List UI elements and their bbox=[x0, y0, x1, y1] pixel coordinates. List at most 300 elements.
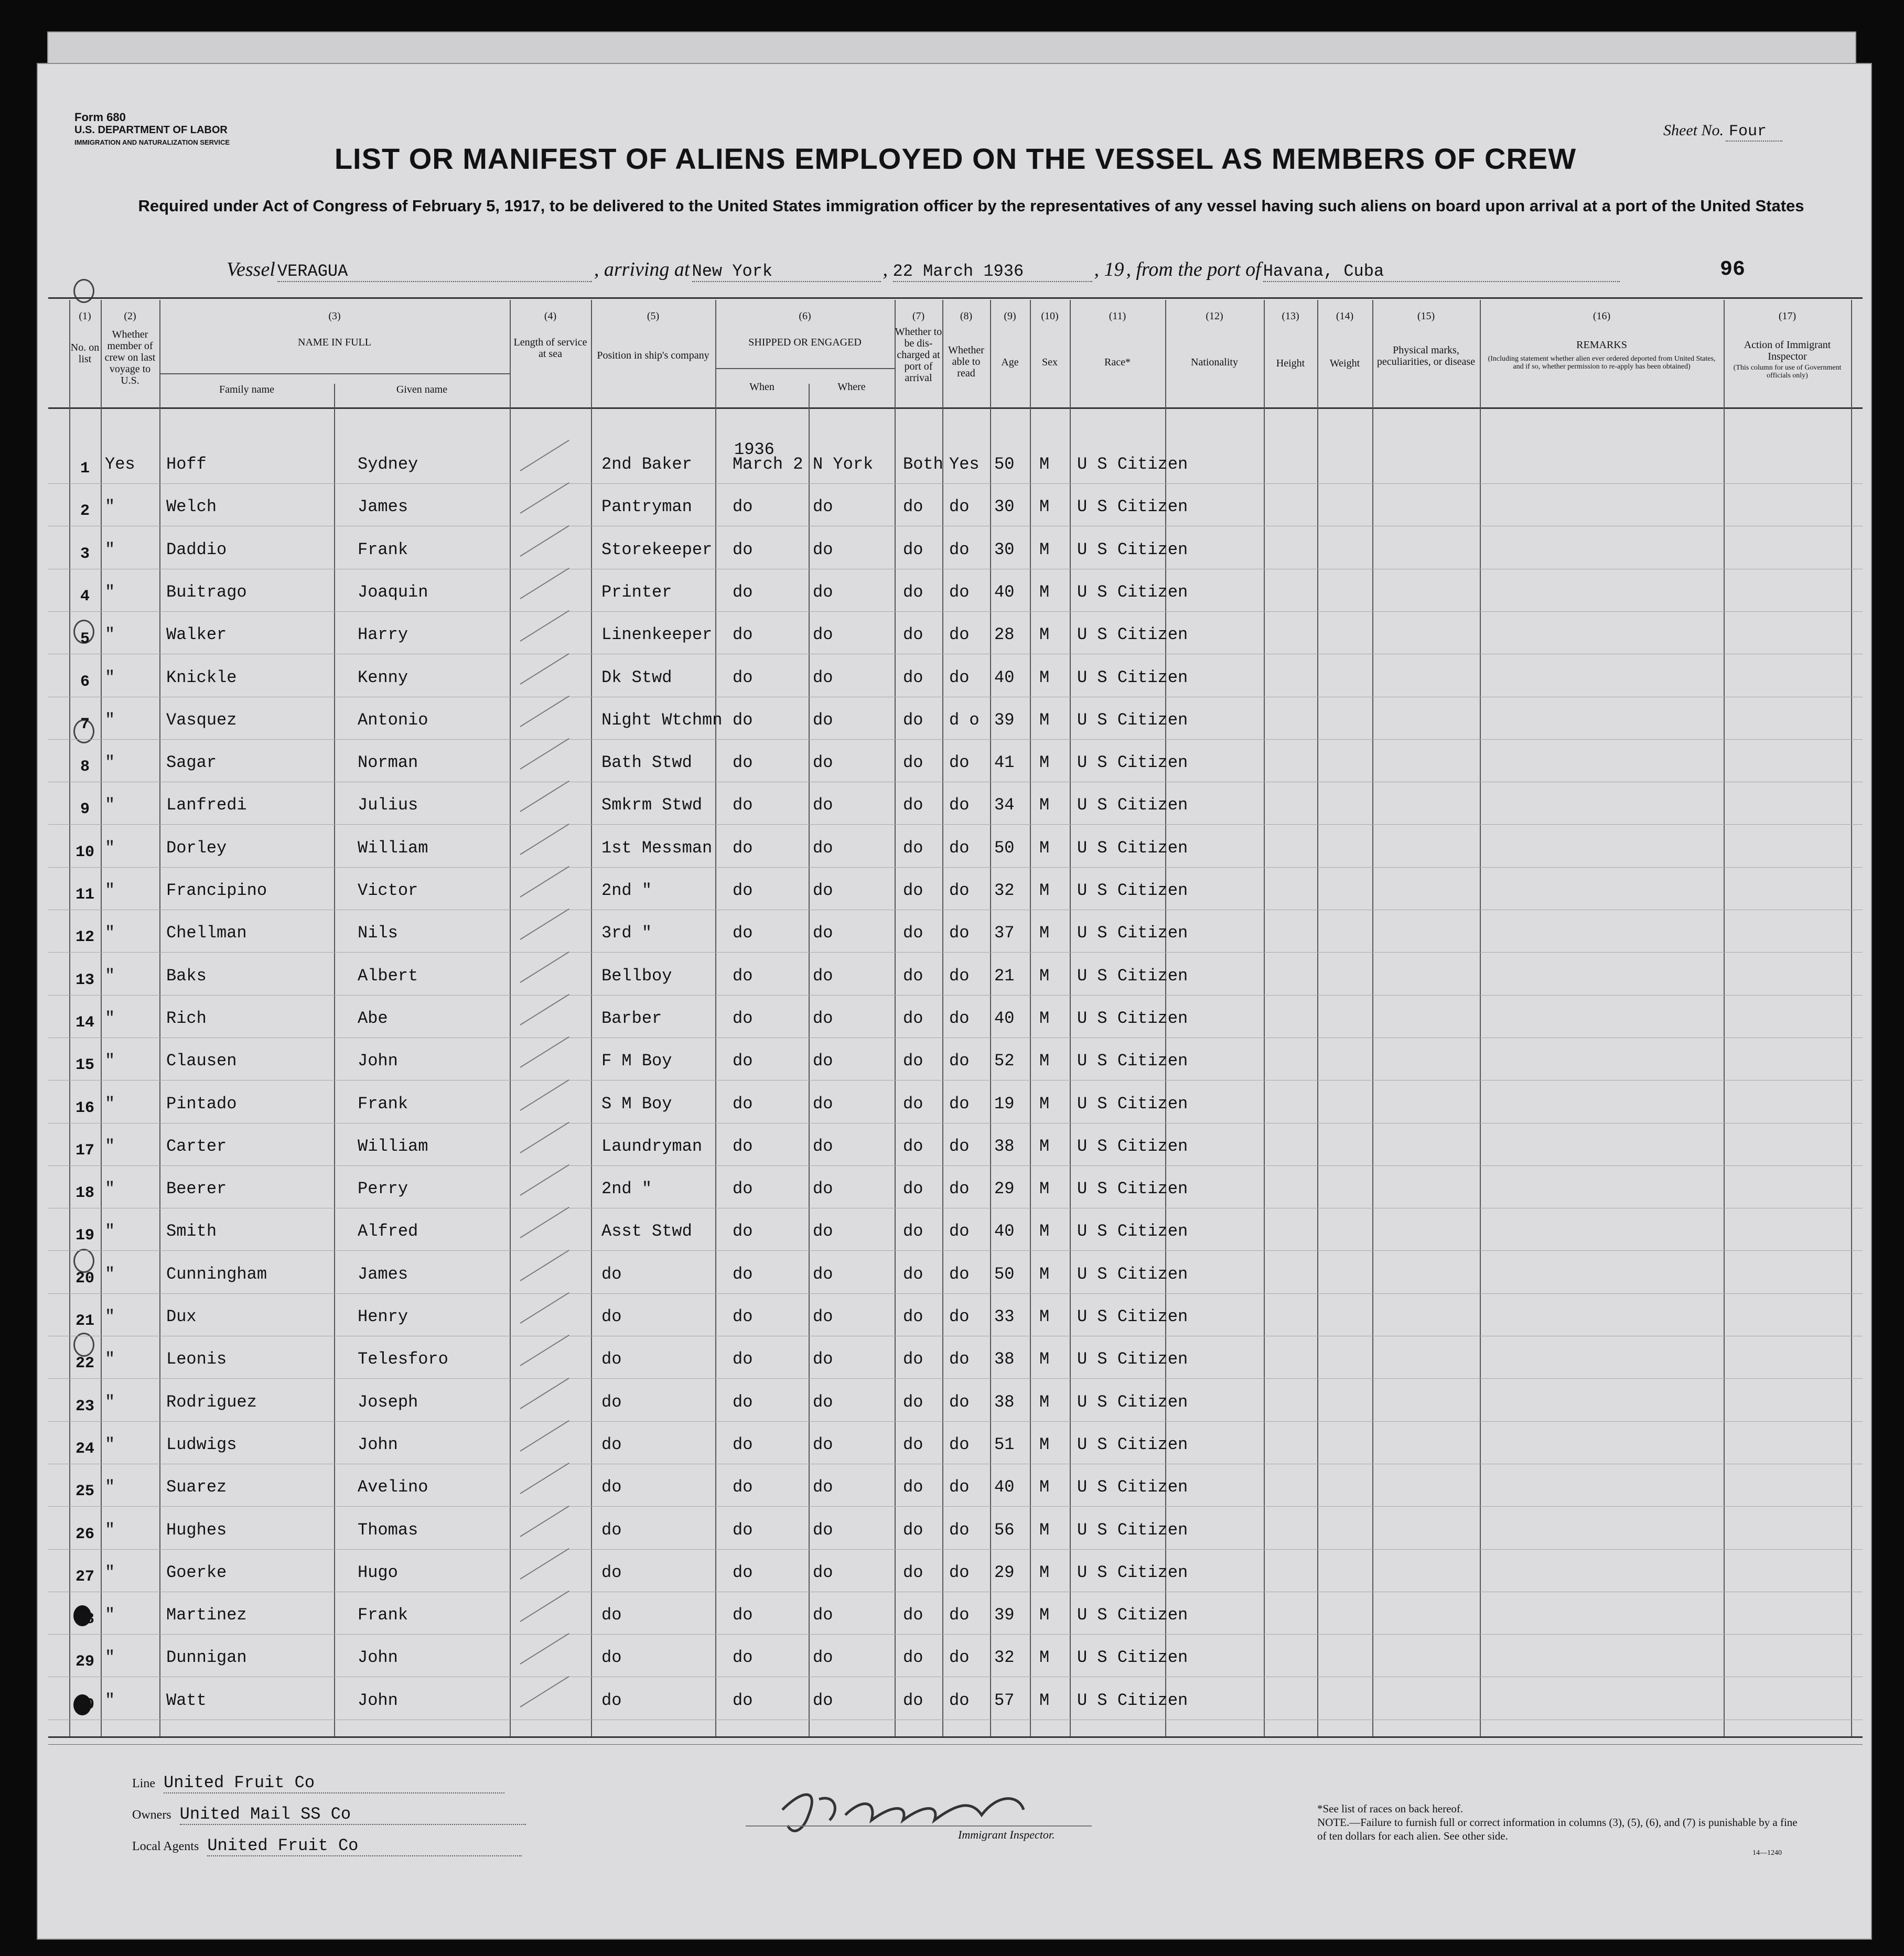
crew-family-name: Welch bbox=[166, 497, 217, 517]
crew-discharged: Both bbox=[903, 455, 943, 474]
crew-shipped-when: do bbox=[733, 1562, 753, 1582]
crew-able-to-read: do bbox=[949, 1051, 970, 1071]
crew-race: U S Citizen bbox=[1077, 838, 1188, 858]
crew-shipped-where: do bbox=[813, 1008, 833, 1028]
pencil-check-mark bbox=[520, 696, 569, 727]
col-num: (2) bbox=[124, 310, 136, 322]
crew-position: 3rd " bbox=[601, 923, 652, 943]
crew-number: 29 bbox=[75, 1653, 94, 1671]
crew-shipped-when: do bbox=[733, 625, 753, 645]
crew-race: U S Citizen bbox=[1077, 1264, 1188, 1284]
crew-number: 4 bbox=[80, 587, 90, 606]
crew-given-name: Abe bbox=[358, 1008, 388, 1028]
crew-age: 30 bbox=[994, 539, 1015, 559]
crew-number: 3 bbox=[80, 545, 90, 563]
crew-prev-voyage: " bbox=[105, 1648, 115, 1668]
crew-discharged: do bbox=[903, 497, 923, 517]
crew-prev-voyage: " bbox=[105, 1008, 115, 1028]
crew-age: 40 bbox=[994, 667, 1015, 687]
crew-able-to-read: do bbox=[949, 1434, 970, 1454]
crew-sex: M bbox=[1039, 1605, 1050, 1625]
crew-able-to-read: do bbox=[949, 539, 970, 559]
crew-able-to-read: do bbox=[949, 1562, 970, 1582]
col-heading: Position in ship's company bbox=[597, 350, 709, 361]
crew-position: 1st Messman bbox=[601, 838, 713, 858]
crew-discharged: do bbox=[903, 966, 923, 986]
pencil-check-mark bbox=[520, 1676, 569, 1708]
crew-shipped-when: do bbox=[733, 1222, 753, 1241]
crew-discharged: do bbox=[903, 1179, 923, 1199]
crew-given-name: Avelino bbox=[358, 1477, 428, 1497]
crew-sex: M bbox=[1039, 1648, 1050, 1668]
crew-prev-voyage: " bbox=[105, 1477, 115, 1497]
crew-given-name: Frank bbox=[358, 1605, 408, 1625]
pencil-check-mark bbox=[520, 1250, 569, 1281]
crew-family-name: Clausen bbox=[166, 1051, 237, 1071]
crew-age: 50 bbox=[994, 455, 1015, 474]
crew-family-name: Knickle bbox=[166, 667, 237, 687]
crew-discharged: do bbox=[903, 753, 923, 773]
crew-position: do bbox=[601, 1520, 622, 1540]
crew-number: 6 bbox=[80, 673, 90, 691]
col-heading: Age bbox=[1001, 356, 1019, 368]
crew-family-name: Vasquez bbox=[166, 710, 237, 730]
crew-position: do bbox=[601, 1648, 622, 1668]
crew-able-to-read: do bbox=[949, 667, 970, 687]
crew-position: Barber bbox=[601, 1008, 662, 1028]
row-rule bbox=[48, 1165, 1863, 1166]
crew-prev-voyage: " bbox=[105, 1349, 115, 1369]
crew-shipped-where: do bbox=[813, 1434, 833, 1454]
crew-given-name: Joseph bbox=[358, 1392, 418, 1412]
crew-prev-voyage: " bbox=[105, 497, 115, 517]
crew-discharged: do bbox=[903, 1520, 923, 1540]
crew-number: 12 bbox=[75, 928, 94, 947]
owners-field bbox=[132, 1804, 526, 1825]
col-subheading: Family name bbox=[219, 384, 274, 395]
crew-sex: M bbox=[1039, 1136, 1050, 1156]
pencil-check-mark bbox=[520, 1548, 569, 1580]
crew-shipped-where: do bbox=[813, 838, 833, 858]
crew-position: Printer bbox=[601, 582, 672, 602]
footnote bbox=[1317, 1802, 1800, 1843]
crew-family-name: Leonis bbox=[166, 1349, 227, 1369]
crew-prev-voyage: " bbox=[105, 1094, 115, 1114]
crew-prev-voyage: " bbox=[105, 1264, 115, 1284]
crew-able-to-read: do bbox=[949, 1094, 970, 1114]
crew-age: 40 bbox=[994, 1008, 1015, 1028]
row-rule bbox=[48, 739, 1863, 740]
crew-discharged: do bbox=[903, 881, 923, 900]
crew-prev-voyage: " bbox=[105, 667, 115, 687]
crew-number: 30 bbox=[75, 1695, 94, 1714]
crew-number: 13 bbox=[75, 971, 94, 989]
col-num: (7) bbox=[912, 310, 925, 322]
pencil-check-mark bbox=[520, 1122, 569, 1153]
from-port-label: , from the port of bbox=[1126, 258, 1261, 280]
crew-age: 30 bbox=[994, 497, 1015, 517]
crew-sex: M bbox=[1039, 838, 1050, 858]
crew-age: 39 bbox=[994, 1605, 1015, 1625]
department: U.S. DEPARTMENT OF LABOR bbox=[74, 124, 228, 136]
crew-race: U S Citizen bbox=[1077, 1008, 1188, 1028]
crew-given-name: Frank bbox=[358, 1094, 408, 1114]
agents-value: United Fruit Co bbox=[207, 1836, 522, 1856]
crew-position: Storekeeper bbox=[601, 539, 713, 559]
crew-shipped-where: do bbox=[813, 795, 833, 815]
table-bottom-rule bbox=[48, 1736, 1863, 1738]
service: IMMIGRATION AND NATURALIZATION SERVICE bbox=[74, 138, 230, 146]
crew-position: Asst Stwd bbox=[601, 1222, 692, 1241]
crew-position: Night Wtchmn bbox=[601, 710, 723, 730]
crew-shipped-where: do bbox=[813, 1648, 833, 1668]
row-rule bbox=[48, 867, 1863, 868]
pencil-check-mark bbox=[520, 568, 569, 599]
crew-number: 15 bbox=[75, 1056, 94, 1075]
pencil-check-mark bbox=[520, 1292, 569, 1324]
sheet-value: Four bbox=[1726, 123, 1782, 142]
crew-family-name: Suarez bbox=[166, 1477, 227, 1497]
crew-shipped-where: do bbox=[813, 497, 833, 517]
crew-discharged: do bbox=[903, 1648, 923, 1668]
crew-age: 32 bbox=[994, 881, 1015, 900]
sheet-label: Sheet No. bbox=[1663, 122, 1724, 139]
pencil-check-mark bbox=[520, 610, 569, 642]
crew-given-name: Antonio bbox=[358, 710, 428, 730]
crew-prev-voyage: " bbox=[105, 1307, 115, 1326]
crew-prev-voyage: " bbox=[105, 923, 115, 943]
crew-able-to-read: do bbox=[949, 1222, 970, 1241]
crew-race: U S Citizen bbox=[1077, 1477, 1188, 1497]
crew-discharged: do bbox=[903, 838, 923, 858]
crew-sex: M bbox=[1039, 1264, 1050, 1284]
crew-able-to-read: do bbox=[949, 625, 970, 645]
crew-race: U S Citizen bbox=[1077, 710, 1188, 730]
crew-given-name: Frank bbox=[358, 539, 408, 559]
crew-shipped-where: do bbox=[813, 710, 833, 730]
crew-sex: M bbox=[1039, 1179, 1050, 1199]
crew-able-to-read: d o bbox=[949, 710, 980, 730]
crew-age: 38 bbox=[994, 1392, 1015, 1412]
crew-given-name: William bbox=[358, 1136, 428, 1156]
crew-shipped-when: do bbox=[733, 1690, 753, 1710]
crew-sex: M bbox=[1039, 881, 1050, 900]
crew-able-to-read: do bbox=[949, 923, 970, 943]
inspector-label: Immigrant Inspector. bbox=[958, 1828, 1055, 1841]
crew-able-to-read: do bbox=[949, 1136, 970, 1156]
crew-race: U S Citizen bbox=[1077, 1520, 1188, 1540]
crew-age: 41 bbox=[994, 753, 1015, 773]
crew-race: U S Citizen bbox=[1077, 1648, 1188, 1668]
crew-shipped-where: do bbox=[813, 1562, 833, 1582]
crew-age: 57 bbox=[994, 1690, 1015, 1710]
crew-family-name: Sagar bbox=[166, 753, 217, 773]
crew-number: 18 bbox=[75, 1184, 94, 1203]
crew-shipped-where: do bbox=[813, 1307, 833, 1326]
col-num: (1) bbox=[79, 310, 91, 322]
crew-shipped-when: do bbox=[733, 1648, 753, 1668]
crew-family-name: Buitrago bbox=[166, 582, 247, 602]
crew-prev-voyage: " bbox=[105, 539, 115, 559]
crew-position: 2nd Baker bbox=[601, 455, 692, 474]
crew-discharged: do bbox=[903, 1562, 923, 1582]
crew-sex: M bbox=[1039, 1094, 1050, 1114]
pencil-check-mark bbox=[520, 1164, 569, 1196]
crew-shipped-where: do bbox=[813, 625, 833, 645]
crew-prev-voyage: " bbox=[105, 881, 115, 900]
crew-sex: M bbox=[1039, 1008, 1050, 1028]
vessel-label: Vessel bbox=[227, 258, 275, 280]
crew-sex: M bbox=[1039, 1051, 1050, 1071]
crew-position: do bbox=[601, 1392, 622, 1412]
pencil-check-mark bbox=[520, 1633, 569, 1665]
crew-race: U S Citizen bbox=[1077, 881, 1188, 900]
crew-race: U S Citizen bbox=[1077, 1307, 1188, 1326]
crew-age: 38 bbox=[994, 1349, 1015, 1369]
crew-shipped-when: do bbox=[733, 1179, 753, 1199]
crew-prev-voyage: " bbox=[105, 1690, 115, 1710]
crew-family-name: Francipino bbox=[166, 881, 267, 900]
crew-age: 39 bbox=[994, 710, 1015, 730]
crew-sex: M bbox=[1039, 1307, 1050, 1326]
crew-shipped-where: do bbox=[813, 1179, 833, 1199]
crew-prev-voyage: Yes bbox=[105, 455, 135, 474]
crew-discharged: do bbox=[903, 1392, 923, 1412]
crew-shipped-where: do bbox=[813, 1222, 833, 1241]
crew-race: U S Citizen bbox=[1077, 1136, 1188, 1156]
col-heading: Action of Immigrant Inspector bbox=[1744, 339, 1831, 362]
crew-position: Bath Stwd bbox=[601, 753, 692, 773]
crew-given-name: James bbox=[358, 497, 408, 517]
crew-number: 20 bbox=[75, 1269, 94, 1288]
crew-shipped-where: do bbox=[813, 1477, 833, 1497]
row-rule bbox=[48, 1634, 1863, 1635]
crew-sex: M bbox=[1039, 667, 1050, 687]
crew-prev-voyage: " bbox=[105, 710, 115, 730]
crew-discharged: do bbox=[903, 1051, 923, 1071]
crew-prev-voyage: " bbox=[105, 1136, 115, 1156]
crew-number: 9 bbox=[80, 801, 90, 819]
table-top-rule bbox=[48, 297, 1863, 299]
crew-able-to-read: do bbox=[949, 1179, 970, 1199]
crew-sex: M bbox=[1039, 1434, 1050, 1454]
crew-prev-voyage: " bbox=[105, 966, 115, 986]
crew-race: U S Citizen bbox=[1077, 497, 1188, 517]
col-num: (16) bbox=[1593, 310, 1611, 322]
crew-number: 22 bbox=[75, 1355, 94, 1373]
crew-able-to-read: do bbox=[949, 966, 970, 986]
crew-age: 56 bbox=[994, 1520, 1015, 1540]
pencil-check-mark bbox=[520, 1207, 569, 1238]
crew-given-name: John bbox=[358, 1648, 398, 1668]
crew-shipped-when: do bbox=[733, 1434, 753, 1454]
crew-number: 27 bbox=[75, 1568, 94, 1586]
col-heading: REMARKS bbox=[1576, 339, 1627, 351]
crew-sex: M bbox=[1039, 710, 1050, 730]
crew-race: U S Citizen bbox=[1077, 667, 1188, 687]
crew-age: 52 bbox=[994, 1051, 1015, 1071]
pencil-check-mark bbox=[520, 525, 569, 556]
crew-able-to-read: do bbox=[949, 1520, 970, 1540]
crew-number: 17 bbox=[75, 1141, 94, 1160]
crew-shipped-where: do bbox=[813, 1349, 833, 1369]
crew-number: 14 bbox=[75, 1013, 94, 1032]
crew-able-to-read: do bbox=[949, 1690, 970, 1710]
crew-able-to-read: do bbox=[949, 795, 970, 815]
col-heading: Whether able to read bbox=[948, 344, 984, 379]
crew-given-name: Hugo bbox=[358, 1562, 398, 1582]
crew-given-name: Alfred bbox=[358, 1222, 418, 1241]
crew-race: U S Citizen bbox=[1077, 539, 1188, 559]
arriving-label: , arriving at bbox=[594, 258, 690, 280]
crew-shipped-where: do bbox=[813, 1520, 833, 1540]
crew-prev-voyage: " bbox=[105, 1179, 115, 1199]
crew-discharged: do bbox=[903, 539, 923, 559]
crew-sex: M bbox=[1039, 1349, 1050, 1369]
crew-age: 33 bbox=[994, 1307, 1015, 1326]
col-heading-note: (This column for use of Government officials only) bbox=[1733, 364, 1842, 380]
crew-family-name: Smith bbox=[166, 1222, 217, 1241]
pencil-check-mark bbox=[520, 909, 569, 940]
crew-number: 26 bbox=[75, 1525, 94, 1543]
col-num: (6) bbox=[799, 310, 811, 322]
crew-given-name: Telesforo bbox=[358, 1349, 448, 1369]
crew-sex: M bbox=[1039, 455, 1050, 474]
crew-shipped-when: do bbox=[733, 1520, 753, 1540]
crew-race: U S Citizen bbox=[1077, 966, 1188, 986]
col-heading: SHIPPED OR ENGAGED bbox=[748, 337, 862, 348]
crew-discharged: do bbox=[903, 1222, 923, 1241]
crew-given-name: Joaquin bbox=[358, 582, 428, 602]
crew-position: do bbox=[601, 1307, 622, 1326]
crew-shipped-when: do bbox=[733, 539, 753, 559]
crew-family-name: Walker bbox=[166, 625, 227, 645]
crew-shipped-when: do bbox=[733, 1392, 753, 1412]
crew-race: U S Citizen bbox=[1077, 625, 1188, 645]
crew-shipped-where: do bbox=[813, 1094, 833, 1114]
col-num: (4) bbox=[544, 310, 557, 322]
penalty-note: NOTE.—Failure to furnish full or correct information in columns (3), (5), (6), and (7) is punishable by a fine of ten dollars for each alien. See other side. bbox=[1317, 1816, 1798, 1842]
col-num: (14) bbox=[1336, 310, 1354, 322]
pencil-check-mark bbox=[520, 1505, 569, 1537]
crew-sex: M bbox=[1039, 1520, 1050, 1540]
crew-race: U S Citizen bbox=[1077, 753, 1188, 773]
crew-discharged: do bbox=[903, 1605, 923, 1625]
pencil-check-mark bbox=[520, 1463, 569, 1494]
crew-given-name: Sydney bbox=[358, 455, 418, 474]
crew-position: Laundryman bbox=[601, 1136, 703, 1156]
crew-given-name: Julius bbox=[358, 795, 418, 815]
crew-sex: M bbox=[1039, 1222, 1050, 1241]
crew-given-name: William bbox=[358, 838, 428, 858]
crew-race: U S Citizen bbox=[1077, 795, 1188, 815]
pencil-check-mark bbox=[520, 1377, 569, 1409]
crew-able-to-read: do bbox=[949, 1264, 970, 1284]
vessel-line: Vessel VERAGUA , arriving at New York , 22 March 1936 , 19 , from the port of Havana, Cuba bbox=[227, 258, 1620, 282]
pencil-check-mark bbox=[520, 951, 569, 982]
col-heading: Whether member of crew on last voyage to U.S. bbox=[104, 329, 156, 386]
crew-sex: M bbox=[1039, 1392, 1050, 1412]
col-num: (15) bbox=[1417, 310, 1435, 322]
crew-age: 51 bbox=[994, 1434, 1015, 1454]
races-note: *See list of races on back hereof. bbox=[1317, 1802, 1464, 1815]
punch-hole-icon bbox=[73, 279, 94, 303]
crew-discharged: do bbox=[903, 667, 923, 687]
crew-shipped-where: do bbox=[813, 667, 833, 687]
col-heading-note: (Including statement whether alien ever ordered deported from United States, and if so, whether permission to re-apply has been obtained) bbox=[1488, 355, 1716, 371]
crew-shipped-where: do bbox=[813, 1051, 833, 1071]
crew-shipped-where: do bbox=[813, 1690, 833, 1710]
pencil-check-mark bbox=[520, 653, 569, 684]
crew-able-to-read: do bbox=[949, 838, 970, 858]
crew-sex: M bbox=[1039, 1477, 1050, 1497]
col-heading: Race* bbox=[1104, 356, 1131, 368]
crew-shipped-when: do bbox=[733, 497, 753, 517]
crew-discharged: do bbox=[903, 1307, 923, 1326]
crew-number: 19 bbox=[75, 1227, 94, 1245]
crew-prev-voyage: " bbox=[105, 582, 115, 602]
crew-position: F M Boy bbox=[601, 1051, 672, 1071]
crew-discharged: do bbox=[903, 1094, 923, 1114]
crew-number: 16 bbox=[75, 1099, 94, 1117]
crew-shipped-when: do bbox=[733, 1094, 753, 1114]
col-heading: Height bbox=[1276, 358, 1305, 369]
col-heading: Weight bbox=[1329, 358, 1360, 369]
crew-discharged: do bbox=[903, 1008, 923, 1028]
crew-prev-voyage: " bbox=[105, 1051, 115, 1071]
crew-position: Dk Stwd bbox=[601, 667, 672, 687]
crew-given-name: Thomas bbox=[358, 1520, 418, 1540]
crew-number: 11 bbox=[75, 886, 94, 904]
crew-given-name: Nils bbox=[358, 923, 398, 943]
crew-discharged: do bbox=[903, 795, 923, 815]
crew-number: 1 bbox=[80, 460, 90, 478]
crew-number: 5 bbox=[80, 630, 90, 649]
arrival-port: New York bbox=[692, 262, 881, 282]
crew-sex: M bbox=[1039, 966, 1050, 986]
crew-position: Linenkeeper bbox=[601, 625, 713, 645]
crew-race: U S Citizen bbox=[1077, 1222, 1188, 1241]
crew-able-to-read: do bbox=[949, 1605, 970, 1625]
crew-shipped-when: do bbox=[733, 1477, 753, 1497]
crew-discharged: do bbox=[903, 710, 923, 730]
owners-value: United Mail SS Co bbox=[180, 1804, 526, 1825]
row-rule bbox=[48, 1293, 1863, 1294]
crew-family-name: Hoff bbox=[166, 455, 207, 474]
table-header-rule bbox=[48, 407, 1863, 409]
print-code: 14—1240 bbox=[1752, 1849, 1782, 1857]
col-num: (5) bbox=[647, 310, 660, 322]
crew-age: 38 bbox=[994, 1136, 1015, 1156]
crew-sex: M bbox=[1039, 582, 1050, 602]
crew-given-name: Henry bbox=[358, 1307, 408, 1326]
crew-prev-voyage: " bbox=[105, 1562, 115, 1582]
crew-number: 24 bbox=[75, 1440, 94, 1458]
pencil-check-mark bbox=[520, 781, 569, 812]
crew-shipped-where: do bbox=[813, 753, 833, 773]
crew-position: do bbox=[601, 1264, 622, 1284]
crew-family-name: Watt bbox=[166, 1690, 207, 1710]
crew-family-name: Rodriguez bbox=[166, 1392, 257, 1412]
crew-given-name: John bbox=[358, 1690, 398, 1710]
pencil-check-mark bbox=[520, 1036, 569, 1068]
crew-age: 50 bbox=[994, 1264, 1015, 1284]
crew-able-to-read: do bbox=[949, 753, 970, 773]
crew-given-name: Norman bbox=[358, 753, 418, 773]
col-heading: NAME IN FULL bbox=[298, 337, 371, 348]
crew-discharged: do bbox=[903, 582, 923, 602]
crew-discharged: do bbox=[903, 1349, 923, 1369]
